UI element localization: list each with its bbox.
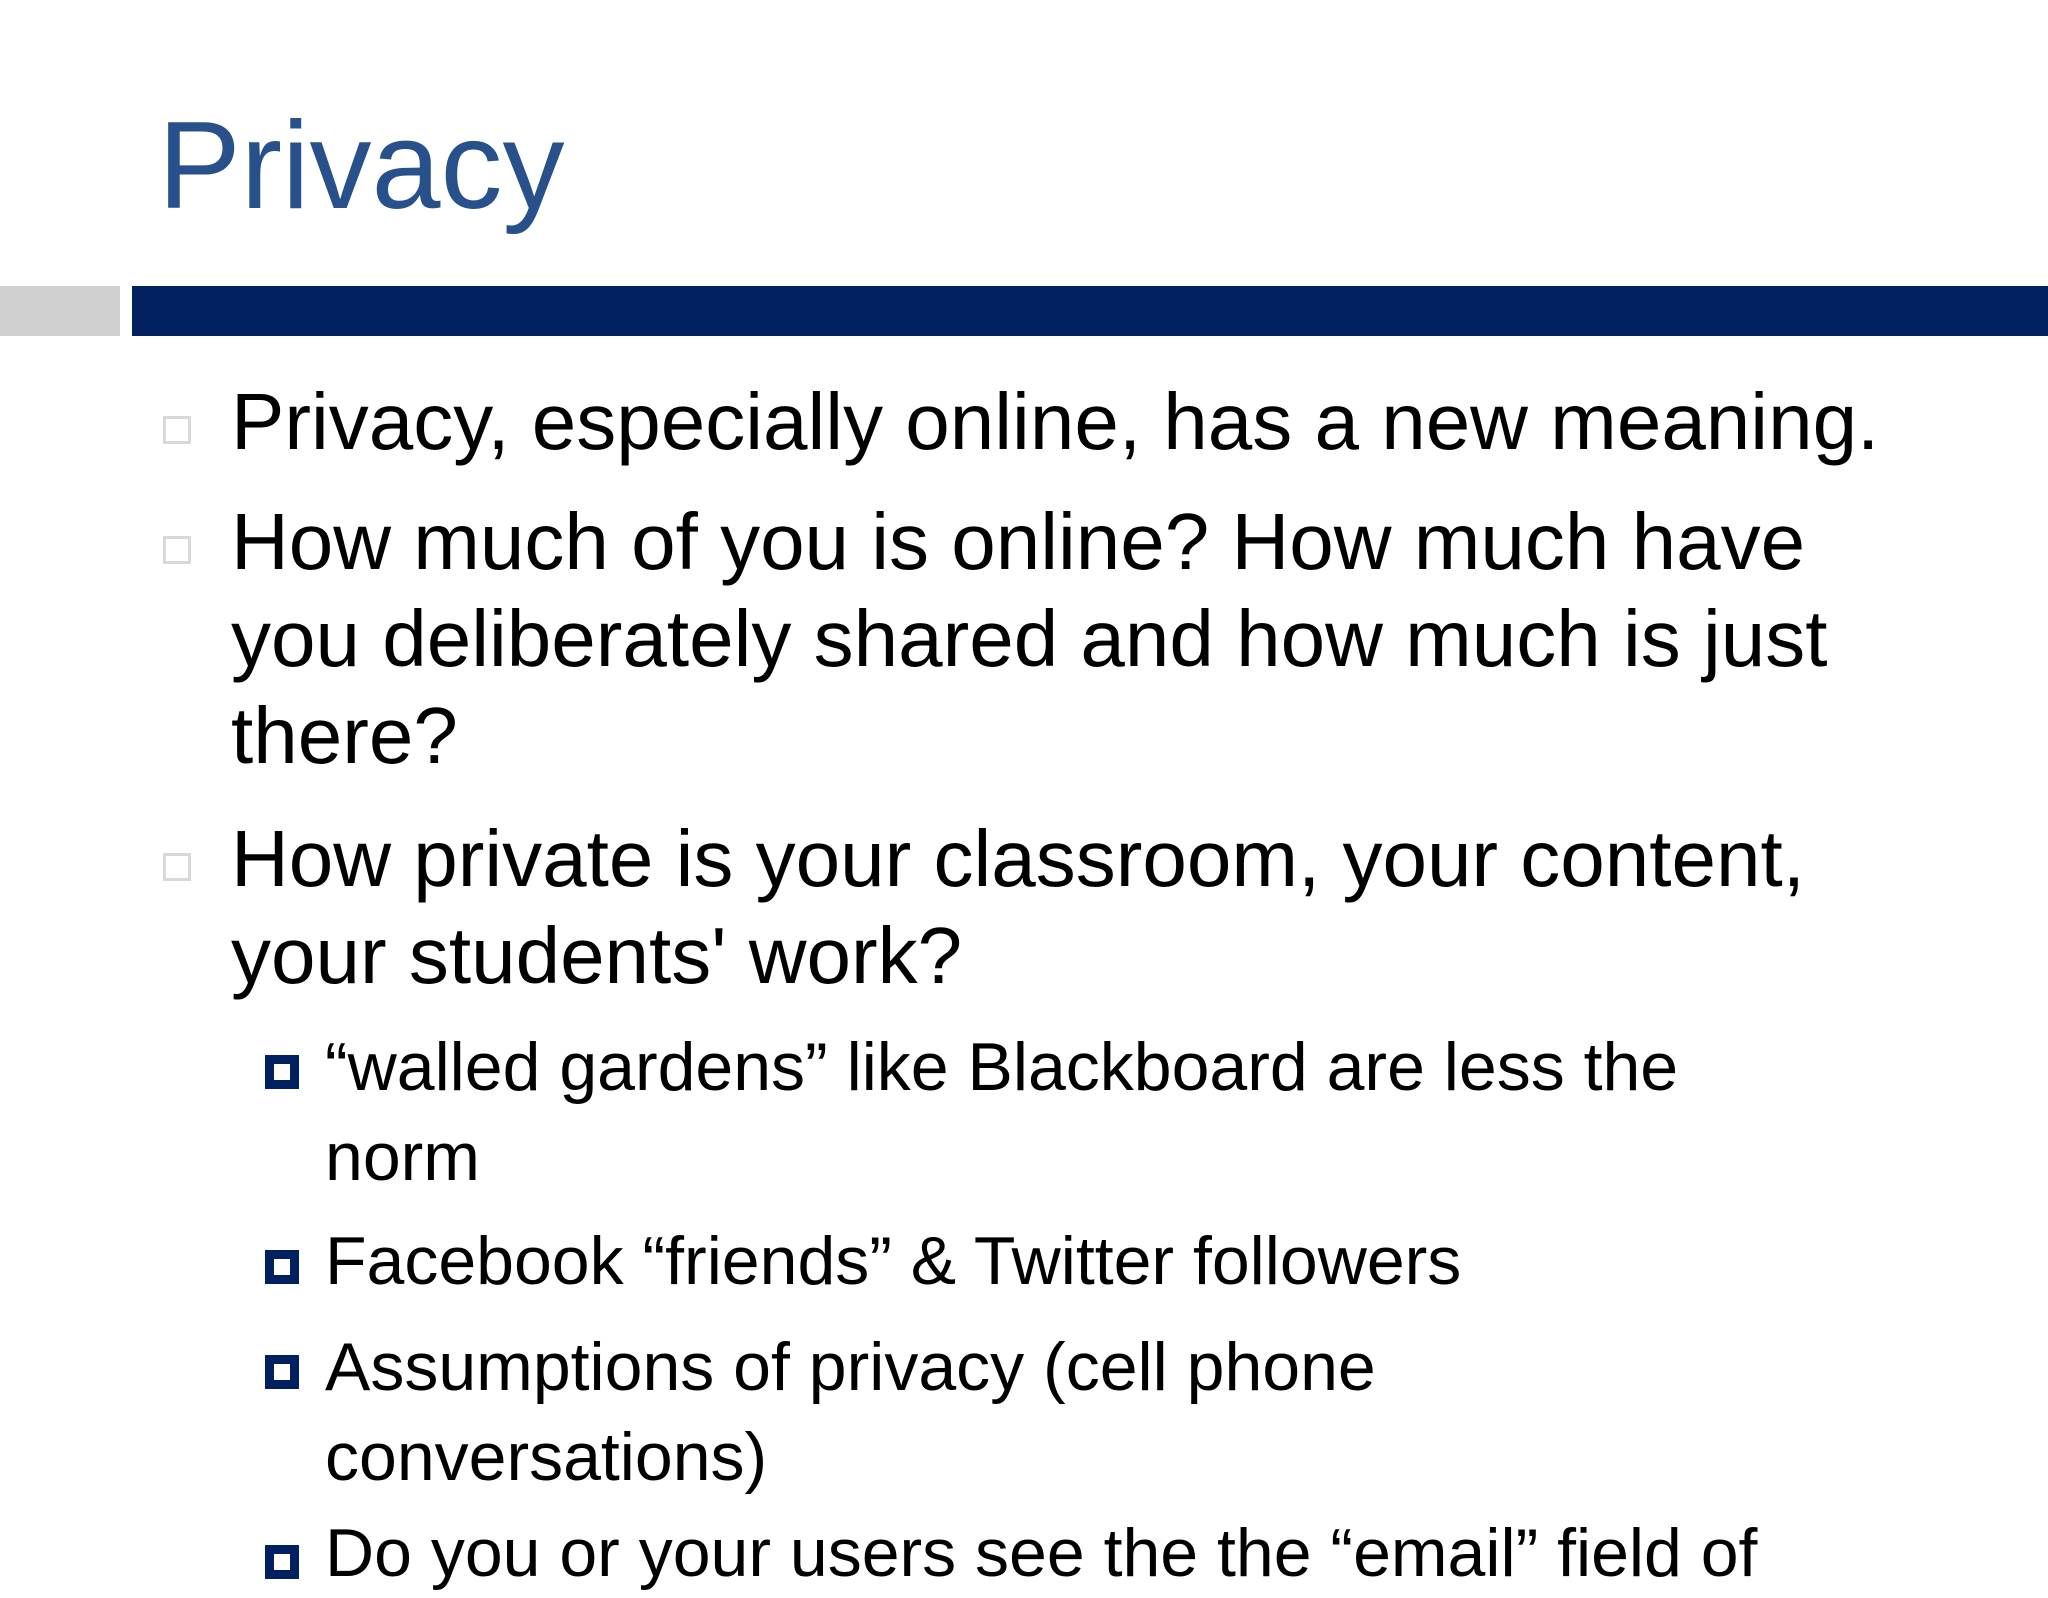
bullet-line: “walled gardens” like Blackboard are less the [325, 1029, 1679, 1105]
bullet-line: there? [231, 691, 458, 780]
filled-square-icon [265, 1055, 299, 1089]
filled-square-icon [265, 1355, 299, 1389]
hollow-square-icon [163, 536, 191, 564]
bullet-item [231, 373, 1879, 470]
sub-bullet-item [325, 1322, 1376, 1502]
hollow-square-icon [163, 416, 191, 444]
filled-square-icon [265, 1545, 299, 1579]
bullet-line: Privacy, especially online, has a new meaning. [231, 377, 1880, 466]
bullet-line: How much of you is online? How much have [231, 497, 1806, 586]
sub-bullet-item [325, 1508, 1757, 1598]
bullet-line: How private is your classroom, your content, [231, 814, 1805, 903]
bullet-line: your students' work? [231, 911, 963, 1000]
bullet-line: conversations) [325, 1419, 768, 1495]
bullet-line: you deliberately shared and how much is just [231, 594, 1828, 683]
bullet-line: Do you or your users see the the “email” field of [325, 1515, 1758, 1591]
bullet-line: Assumptions of privacy (cell phone [325, 1329, 1376, 1405]
hollow-square-icon [163, 853, 191, 881]
slide-title: Privacy [158, 97, 565, 235]
bullet-line: norm [325, 1119, 480, 1195]
bullet-line: Facebook “friends” & Twitter followers [325, 1223, 1462, 1299]
sub-bullet-item [325, 1216, 1461, 1306]
sub-bullet-item [325, 1022, 1678, 1202]
filled-square-icon [265, 1250, 299, 1284]
bullet-item [231, 810, 1805, 1004]
bullet-item [231, 493, 1827, 784]
